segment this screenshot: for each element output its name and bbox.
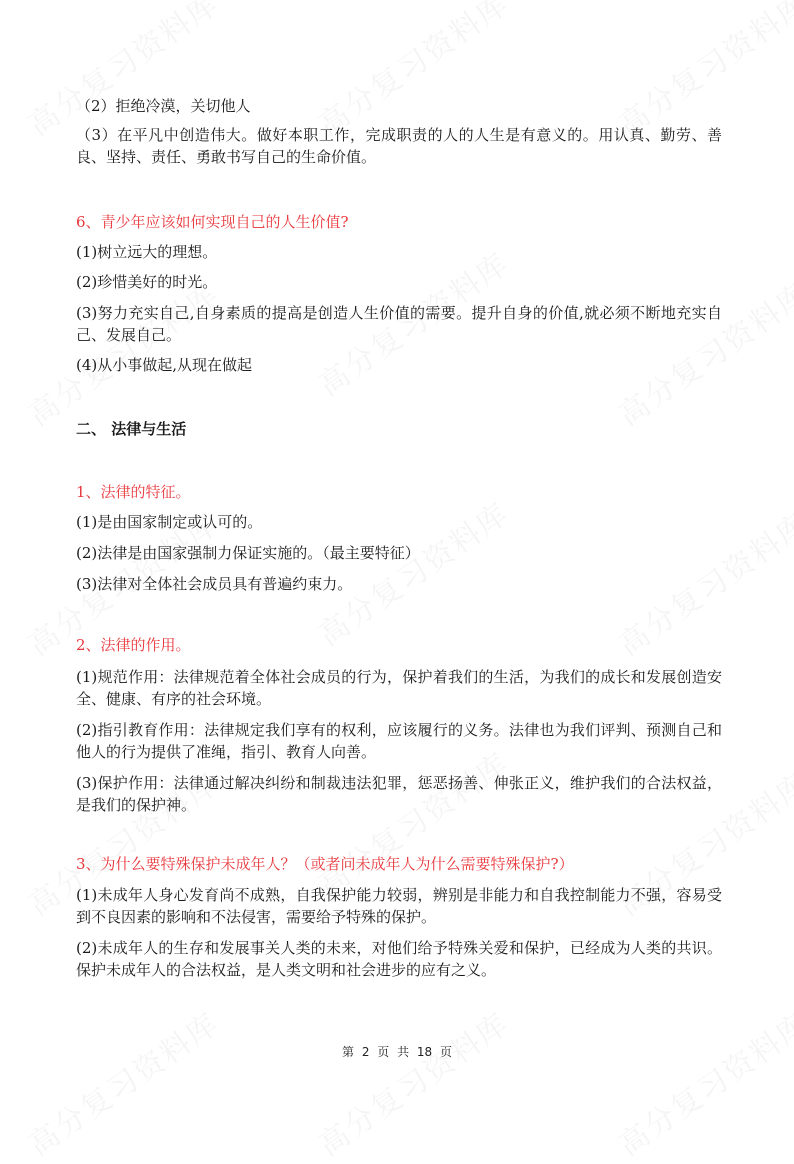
watermark [608,1000,794,1164]
watermark [308,1000,517,1164]
list-item: (2)未成年人的生存和发展事关人类的未来，对他们给予特殊关爱和保护，已经成为人类的共识。保护未成年人的合法权益，是人类文明和社会进步的应有之义。 [76,939,722,979]
list-item: (1)规范作用：法律规范着全体社会成员的行为，保护着我们的生活，为我们的成长和发展创造安全、健康、有序的社会环境。 [76,668,722,708]
section-heading: 6、青少年应该如何实现自己的人生价值? [76,213,349,231]
section-heading: 2、法律的作用。 [76,636,191,654]
list-item: (3)保护作用：法律通过解决纠纷和制裁违法犯罪，惩恶扬善、伸张正义，维护我们的合法权益，是我们的保护神。 [76,774,722,814]
page-number: 第 2 页 共 18 页 [342,1045,452,1059]
section-heading: 3、为什么要特殊保护未成年人？（或者问未成年人为什么需要特殊保护?） [76,855,574,873]
list-item: (1)未成年人身心发育尚不成熟，自我保护能力较弱，辨别是非能力和自我控制能力不强，容易受到不良因素的影响和不法侵害，需要给予特殊的保护。 [76,886,722,926]
watermark [18,0,227,144]
watermark [608,270,794,435]
list-item: （3）在平凡中创造伟大。做好本职工作，完成职责的人的人生是有意义的。用认真、勤劳、善良、坚持、责任、勇敢书写自己的生命价值。 [76,126,722,166]
watermark [18,270,227,435]
chapter-title: 二、 法律与生活 [76,420,187,438]
list-item: (1)是由国家制定或认可的。 [76,513,263,531]
list-item: (2)珍惜美好的时光。 [76,273,218,291]
list-item: (1)树立远大的理想。 [76,243,218,261]
list-item: （2）拒绝冷漠，关切他人 [76,97,251,115]
watermark [308,0,517,144]
section-heading: 1、法律的特征。 [76,483,191,501]
list-item: (4)从小事做起,从现在做起 [76,356,253,374]
list-item: (2)法律是由国家强制力保证实施的。（最主要特征） [76,544,420,562]
list-item: (3)法律对全体社会成员具有普遍约束力。 [76,575,353,593]
watermark [308,740,517,905]
watermark [608,0,794,144]
list-item: (3)努力充实自己,自身素质的提高是创造人生价值的需要。提升自身的价值,就必须不断地充实自己、发展自己。 [76,304,722,344]
list-item: (2)指引教育作用：法律规定我们享有的权利，应该履行的义务。法律也为我们评判、预测自己和他人的行为提供了准绳，指引、教育人向善。 [76,721,722,761]
watermark [18,1000,227,1164]
